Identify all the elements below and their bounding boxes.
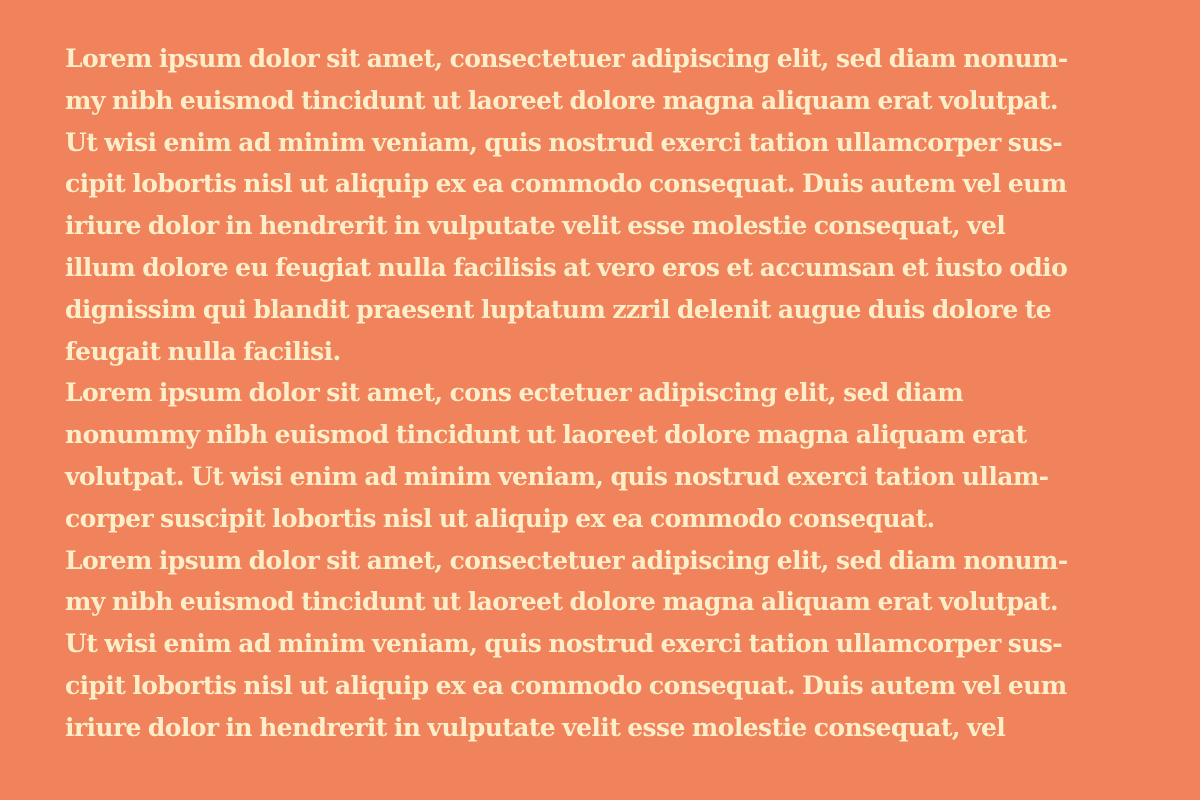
text-line: Ut wisi enim ad minim veniam, quis nostrud exerci tation ullamcorper sus- — [65, 629, 1063, 659]
text-line: iriure dolor in hendrerit in vulputate velit esse molestie consequat, vel — [65, 211, 1006, 241]
text-line: corper suscipit lobortis nisl ut aliquip ex ea commodo consequat. — [65, 503, 935, 533]
paragraph-2 — [65, 372, 1140, 539]
paragraph-3 — [65, 540, 1140, 749]
text-line: cipit lobortis nisl ut aliquip ex ea commodo consequat. Duis autem vel eum — [65, 169, 1067, 199]
text-line: Lorem ipsum dolor sit amet, cons ectetuer adipiscing elit, sed diam — [65, 378, 964, 408]
text-line: nonummy nibh euismod tincidunt ut laoreet dolore magna aliquam erat — [65, 420, 1027, 450]
text-line: iriure dolor in hendrerit in vulputate velit esse molestie consequat, vel — [65, 712, 1006, 742]
text-line: Ut wisi enim ad minim veniam, quis nostrud exerci tation ullamcorper sus- — [65, 127, 1063, 157]
paragraph-1 — [65, 38, 1140, 372]
text-line: feugait nulla facilisi. — [65, 336, 341, 366]
text-line: my nibh euismod tincidunt ut laoreet dolore magna aliquam erat volutpat. — [65, 587, 1058, 617]
text-line: Lorem ipsum dolor sit amet, consectetuer adipiscing elit, sed diam nonum- — [65, 545, 1068, 575]
text-line: dignissim qui blandit praesent luptatum zzril delenit augue duis dolore te — [65, 294, 1052, 324]
text-line: Lorem ipsum dolor sit amet, consectetuer adipiscing elit, sed diam nonum- — [65, 44, 1068, 73]
text-line: cipit lobortis nisl ut aliquip ex ea commodo consequat. Duis autem vel eum — [65, 670, 1067, 700]
text-line: volutpat. Ut wisi enim ad minim veniam, quis nostrud exerci tation ullam- — [65, 461, 1049, 491]
text-line: my nibh euismod tincidunt ut laoreet dolore magna aliquam erat volutpat. — [65, 85, 1058, 115]
text-line: illum dolore eu feugiat nulla facilisis at vero eros et accumsan et iusto odio — [65, 252, 1068, 282]
